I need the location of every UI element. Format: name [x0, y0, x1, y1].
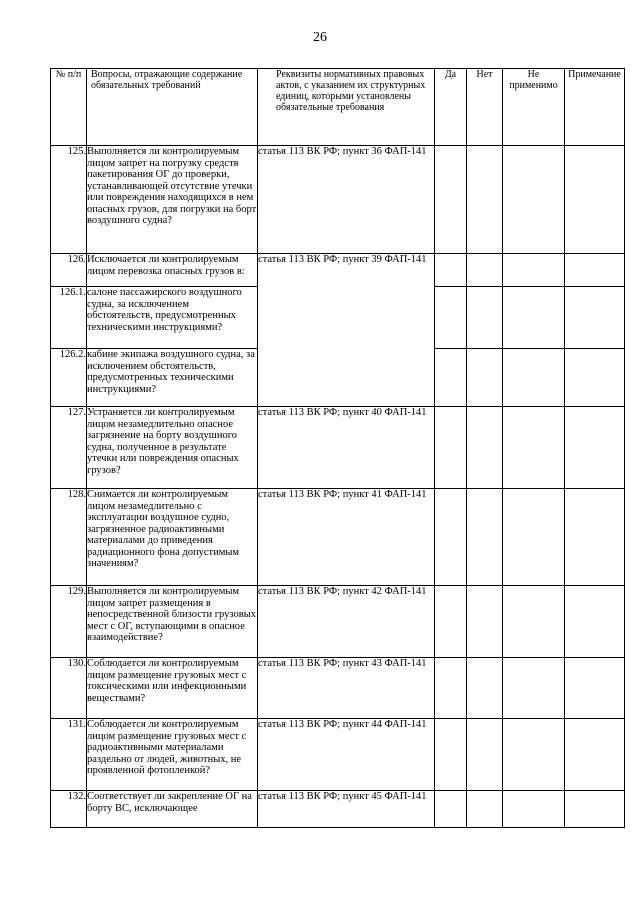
- header-requisites: Реквизиты нормативных правовых актов, с указанием их структурных единиц, которыми установлены обязательные требования: [258, 69, 435, 146]
- table-row: [51, 254, 625, 287]
- cell-no[interactable]: [467, 146, 503, 254]
- cell-note[interactable]: [565, 349, 625, 407]
- header-question: Вопросы, отражающие содержание обязательных требований: [87, 69, 258, 146]
- cell-not-applicable[interactable]: [503, 658, 565, 719]
- cell-yes[interactable]: [435, 407, 467, 489]
- cell-not-applicable[interactable]: [503, 407, 565, 489]
- table-row: [51, 658, 625, 719]
- header-not-applicable: Не применимо: [503, 69, 565, 146]
- cell-note[interactable]: [565, 489, 625, 586]
- row-number: 130.: [51, 658, 87, 719]
- cell-yes[interactable]: [435, 146, 467, 254]
- row-question: Соблюдается ли контролируемым лицом размещение грузовых мест с радиоактивными материалами раздельно от людей, животных, не проявленной фотопленкой?: [87, 719, 258, 791]
- row-question: Исключается ли контролируемым лицом перевозка опасных грузов в:: [87, 254, 258, 287]
- table-row: [51, 407, 625, 489]
- row-number: 131.: [51, 719, 87, 791]
- table-row: [51, 146, 625, 254]
- cell-no[interactable]: [467, 658, 503, 719]
- cell-not-applicable[interactable]: [503, 146, 565, 254]
- cell-yes[interactable]: [435, 791, 467, 828]
- cell-note[interactable]: [565, 719, 625, 791]
- cell-yes[interactable]: [435, 254, 467, 287]
- row-number: 125.: [51, 146, 87, 254]
- row-requisites: статья 113 ВК РФ; пункт 39 ФАП-141: [258, 254, 435, 407]
- page-number: 26: [313, 30, 327, 45]
- cell-no[interactable]: [467, 489, 503, 586]
- cell-note[interactable]: [565, 146, 625, 254]
- row-requisites: статья 113 ВК РФ; пункт 44 ФАП-141: [258, 719, 435, 791]
- cell-no[interactable]: [467, 719, 503, 791]
- cell-no[interactable]: [467, 791, 503, 828]
- cell-not-applicable[interactable]: [503, 349, 565, 407]
- cell-no[interactable]: [467, 254, 503, 287]
- header-num: № п/п: [51, 69, 87, 146]
- cell-note[interactable]: [565, 287, 625, 349]
- cell-yes[interactable]: [435, 489, 467, 586]
- cell-note[interactable]: [565, 586, 625, 658]
- table-row: [51, 791, 625, 828]
- row-number: 126.: [51, 254, 87, 287]
- row-requisites: статья 113 ВК РФ; пункт 43 ФАП-141: [258, 658, 435, 719]
- cell-note[interactable]: [565, 658, 625, 719]
- header-no: Нет: [467, 69, 503, 146]
- cell-not-applicable[interactable]: [503, 287, 565, 349]
- row-number: 126.2.: [51, 349, 87, 407]
- cell-not-applicable[interactable]: [503, 586, 565, 658]
- requirements-table: [50, 68, 625, 828]
- cell-not-applicable[interactable]: [503, 791, 565, 828]
- cell-not-applicable[interactable]: [503, 719, 565, 791]
- cell-yes[interactable]: [435, 658, 467, 719]
- cell-no[interactable]: [467, 407, 503, 489]
- cell-yes[interactable]: [435, 349, 467, 407]
- row-requisites: статья 113 ВК РФ; пункт 40 ФАП-141: [258, 407, 435, 489]
- cell-yes[interactable]: [435, 719, 467, 791]
- row-requisites: статья 113 ВК РФ; пункт 36 ФАП-141: [258, 146, 435, 254]
- row-number: 132.: [51, 791, 87, 828]
- row-question: Соответствует ли закрепление ОГ на борту ВС, исключающее: [87, 791, 258, 828]
- cell-note[interactable]: [565, 407, 625, 489]
- row-question: Устраняется ли контролируемым лицом незамедлительно опасное загрязнение на борту воздушного судна, полученное в результате утечки или повреждения опасных грузов?: [87, 407, 258, 489]
- cell-yes[interactable]: [435, 287, 467, 349]
- row-question: Выполняется ли контролируемым лицом запрет на погрузку средств пакетирования ОГ до проверки, устанавливающей отсутствие утечки или повреждения находящихся в нем опасных грузов, для погрузки на борт воздушного судна?: [87, 146, 258, 254]
- row-question: Выполняется ли контролируемым лицом запрет размещения в непосредственной близости грузовых мест с ОГ, вступающими в опасное взаимодействие?: [87, 586, 258, 658]
- cell-no[interactable]: [467, 287, 503, 349]
- row-requisites: статья 113 ВК РФ; пункт 42 ФАП-141: [258, 586, 435, 658]
- cell-yes[interactable]: [435, 586, 467, 658]
- cell-note[interactable]: [565, 254, 625, 287]
- row-number: 129.: [51, 586, 87, 658]
- cell-not-applicable[interactable]: [503, 489, 565, 586]
- row-question: Снимается ли контролируемым лицом незамедлительно с эксплуатации воздушное судно, загрязненное радиоактивными материалами до приведения радиационного фона допустимым значениям?: [87, 489, 258, 586]
- cell-note[interactable]: [565, 791, 625, 828]
- cell-no[interactable]: [467, 586, 503, 658]
- row-requisites: статья 113 ВК РФ; пункт 45 ФАП-141: [258, 791, 435, 828]
- table-row: [51, 489, 625, 586]
- row-requisites: статья 113 ВК РФ; пункт 41 ФАП-141: [258, 489, 435, 586]
- row-question: кабине экипажа воздушного судна, за исключением обстоятельств, предусмотренных техническими инструкциями?: [87, 349, 258, 407]
- header-note: Примечание: [565, 69, 625, 146]
- cell-no[interactable]: [467, 349, 503, 407]
- cell-not-applicable[interactable]: [503, 254, 565, 287]
- row-question: салоне пассажирского воздушного судна, за исключением обстоятельств, предусмотренных техническими инструкциями?: [87, 287, 258, 349]
- header-yes: Да: [435, 69, 467, 146]
- row-number: 127.: [51, 407, 87, 489]
- table-row: [51, 719, 625, 791]
- row-number: 128.: [51, 489, 87, 586]
- table-row: [51, 586, 625, 658]
- table-header-row: [51, 69, 625, 146]
- row-question: Соблюдается ли контролируемым лицом размещение грузовых мест с токсическими или инфекционными веществами?: [87, 658, 258, 719]
- row-number: 126.1.: [51, 287, 87, 349]
